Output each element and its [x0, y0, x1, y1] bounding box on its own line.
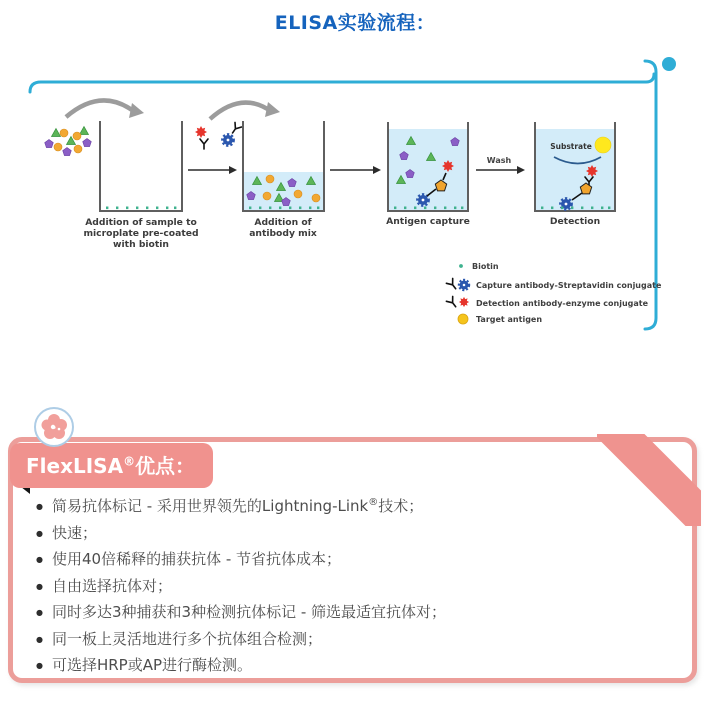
- advantage-item: ● 自由选择抗体对；: [36, 575, 681, 595]
- legend-biotin-label: Biotin: [472, 262, 499, 271]
- substrate-label: Substrate: [550, 142, 592, 151]
- substrate-product-icon: [595, 137, 611, 153]
- arrow-step2-step3: [330, 166, 381, 174]
- step2-label-line2: antibody mix: [249, 228, 317, 239]
- detection-antibody-icon: [195, 126, 207, 138]
- sample-cluster: [45, 127, 92, 156]
- well-1-biotin-coating: [106, 207, 176, 210]
- flexlisa-heading-suffix: 优点：: [135, 454, 196, 478]
- step4-label: Detection: [549, 216, 601, 227]
- page-title: ELISA实验流程：: [274, 12, 436, 34]
- flower-icon: [34, 407, 74, 447]
- legend-antigen-label: Target antigen: [476, 315, 543, 324]
- capture-antibody-icon: [222, 134, 233, 145]
- arrow-step1-step2: [188, 166, 237, 174]
- advantage-item: ● 使用40倍稀释的捕获抗体 - 节省抗体成本；: [36, 548, 681, 568]
- advantage-item: ● 简易抗体标记 - 采用世界领先的Lightning-Link®技术；: [36, 495, 681, 515]
- detection-antibody-icon: [446, 296, 469, 309]
- flexlisa-heading-badge: [10, 443, 213, 488]
- step1-label-line3: with biotin: [113, 239, 169, 250]
- cyan-dot: [662, 57, 676, 71]
- advantage-item: ● 快速；: [36, 522, 681, 542]
- advantages-list: [36, 495, 681, 681]
- advantage-item: ● 可选择HRP或AP进行酶检测。: [36, 654, 681, 674]
- pour-arrow-2: [210, 102, 280, 119]
- step2-label-line1: Addition of: [254, 217, 312, 228]
- step1-label-line2: microplate pre-coated: [83, 228, 199, 239]
- biotin-dot-icon: [459, 264, 463, 268]
- target-antigen-icon: [458, 314, 468, 324]
- pour-arrow-1: [66, 100, 144, 118]
- step1-label-line1: Addition of sample to: [85, 217, 197, 228]
- advantage-item: ● 同一板上灵活地进行多个抗体组合检测；: [36, 628, 681, 648]
- wash-label: Wash: [486, 156, 512, 165]
- step3-label: Antigen capture: [386, 216, 470, 227]
- legend-capture-label: Capture antibody-Streptavidin conjugate: [476, 281, 662, 290]
- wash-arrow: [476, 156, 525, 174]
- well-1: [100, 121, 182, 211]
- diagram-legend: [446, 262, 662, 324]
- capture-antibody-icon: [446, 278, 469, 291]
- legend-detection-label: Detection antibody-enzyme conjugate: [476, 299, 649, 308]
- registered-mark: ®: [123, 454, 136, 469]
- advantage-item: ● 同时多达3种捕获和3种检测抗体标记 - 筛选最适宜抗体对；: [36, 601, 681, 621]
- antibody-mix-icons: [195, 122, 242, 149]
- flexlisa-heading-brand: FlexLISA: [26, 454, 124, 478]
